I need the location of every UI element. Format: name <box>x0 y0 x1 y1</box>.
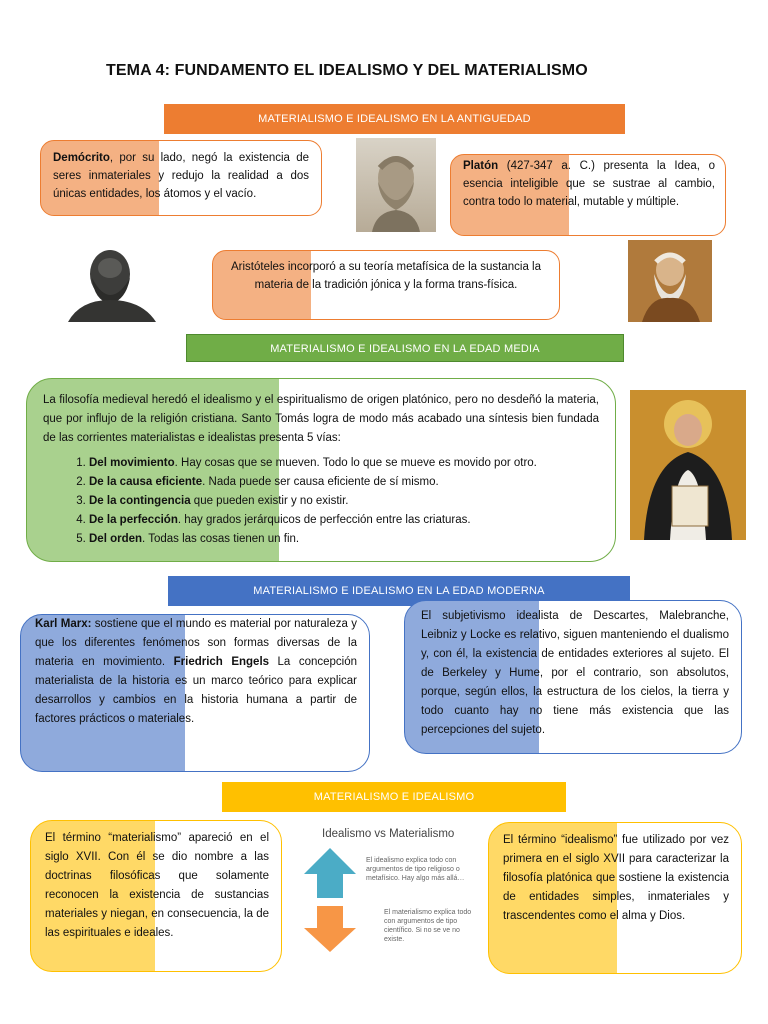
materialismo-card <box>30 820 282 972</box>
via-name: Del orden <box>89 533 143 545</box>
section-header-edad-moderna: MATERIALISMO E IDEALISMO EN LA EDAD MODERNA <box>168 576 630 606</box>
aristoteles-text: Aristóteles incorporó a su teoría metafísica de la sustancia la materia de la tradición jónica y la forma trans-física. <box>230 261 542 291</box>
via-item <box>89 492 599 511</box>
section-header-general: MATERIALISMO E IDEALISMO <box>222 782 566 812</box>
engels-text: La concepción materialista de la historia es un marco teórico para explicar desarrollos y cambios en la historia humana a partir de factores prácticos o materiales. <box>35 656 358 725</box>
idealismo-text: El término “idealismo” fue utilizado por vez primera en el siglo XVII para caracterizar la filosofía platónica que sostiene la existencia de entidades simples, inmateriales y trascendentes como el alma y Dios. <box>503 834 729 922</box>
democrito-name: Demócrito <box>53 152 110 164</box>
via-item <box>89 511 599 530</box>
via-text: . hay grados jerárquicos de perfección entre las criaturas. <box>177 514 471 526</box>
marx-text: sostiene que el mundo es material por naturaleza y que los diferentes fenómenos son formas diversas de la materia en movimiento. <box>35 618 357 668</box>
engels-name: Friedrich Engels <box>173 656 270 668</box>
subjetivismo-card <box>404 600 742 754</box>
via-item <box>89 530 599 549</box>
diagram-idealismo-text: El idealismo explica todo con argumentos de tipo religioso o metafísico. Hay algo más allá… <box>366 857 465 882</box>
platon-card <box>450 154 726 236</box>
via-item <box>89 454 599 473</box>
edad-media-card <box>26 378 616 562</box>
platon-name: Platón <box>463 160 499 172</box>
platon-text: (427-347 a. C.) presenta la Idea, o esencia inteligible que se sustrae al cambio, contra todo lo material, mutable y múltiple. <box>463 160 715 208</box>
aristotle-bust-image <box>356 138 436 232</box>
page-title: TEMA 4: FUNDAMENTO EL IDEALISMO Y DEL MATERIALISMO <box>106 62 588 79</box>
via-text: . Hay cosas que se mueven. Todo lo que se mueve es movido por otro. <box>174 457 537 469</box>
idealismo-card <box>488 822 742 974</box>
via-text: . Nada puede ser causa eficiente de sí mismo. <box>202 476 439 488</box>
via-name: Del movimiento <box>89 457 175 469</box>
via-text: que pueden existir y no existir. <box>190 495 349 507</box>
arrow-down-icon <box>304 906 356 952</box>
democritus-bust-image <box>64 238 160 322</box>
diagram-title: Idealismo vs Materialismo <box>322 828 455 840</box>
democrito-card <box>40 140 322 216</box>
arrow-up-icon <box>304 848 356 898</box>
via-name: De la perfección <box>89 514 178 526</box>
marx-engels-card <box>20 614 370 772</box>
democrito-text: , por su lado, negó la existencia de seres inmateriales y redujo la realidad a dos únicas entidades, los átomos y el vacío. <box>53 152 309 200</box>
section-header-antiguedad: MATERIALISMO E IDEALISMO EN LA ANTIGUEDAD <box>164 104 625 134</box>
materialismo-text: El término “materialismo” apareció en el siglo XVII. Con él se dio nombre a las doctrinas filosóficas que solamente reconocen la existencia de sustancias materiales y niegan, en consecuencia, la de las espirituales e ideales. <box>45 832 269 939</box>
edad-media-intro: La filosofía medieval heredó el idealismo y el espiritualismo de origen platónico, pero no desdeñó la materia, que por influjo de la religión cristiana. Santo Tomás logra de modo más acabado una síntesis bien fundada de las corrientes materialistas e idealistas presenta 5 vías: <box>43 394 599 444</box>
diagram-materialismo-text: El materialismo explica todo con argumentos de tipo científico. Si no se ve no existe. <box>384 909 472 943</box>
via-name: De la contingencia <box>89 495 191 507</box>
section-header-edad-media: MATERIALISMO E IDEALISMO EN LA EDAD MEDIA <box>186 334 624 362</box>
via-name: De la causa eficiente <box>89 476 203 488</box>
marx-name: Karl Marx: <box>35 618 92 630</box>
santo-tomas-painting-image <box>630 390 746 540</box>
plato-painting-image <box>628 240 712 322</box>
subjetivismo-text: El subjetivismo idealista de Descartes, Malebranche, Leibniz y Locke es relativo, siguen manteniendo el dualismo y, con él, la existencia de entidades exteriores al sujeto. El de Berkeley y Hume, por el contrario, son absolutos, porque, según ellos, la estructura de los cielos, la tierra y todo cuanto hay no tiene más existencia que las percepciones del sujeto. <box>421 610 729 736</box>
via-text: . Todas las cosas tienen un fin. <box>142 533 300 545</box>
idealismo-vs-materialismo-diagram <box>298 822 478 962</box>
aristoteles-card <box>212 250 560 320</box>
via-item <box>89 473 599 492</box>
cinco-vias-list <box>43 454 599 549</box>
